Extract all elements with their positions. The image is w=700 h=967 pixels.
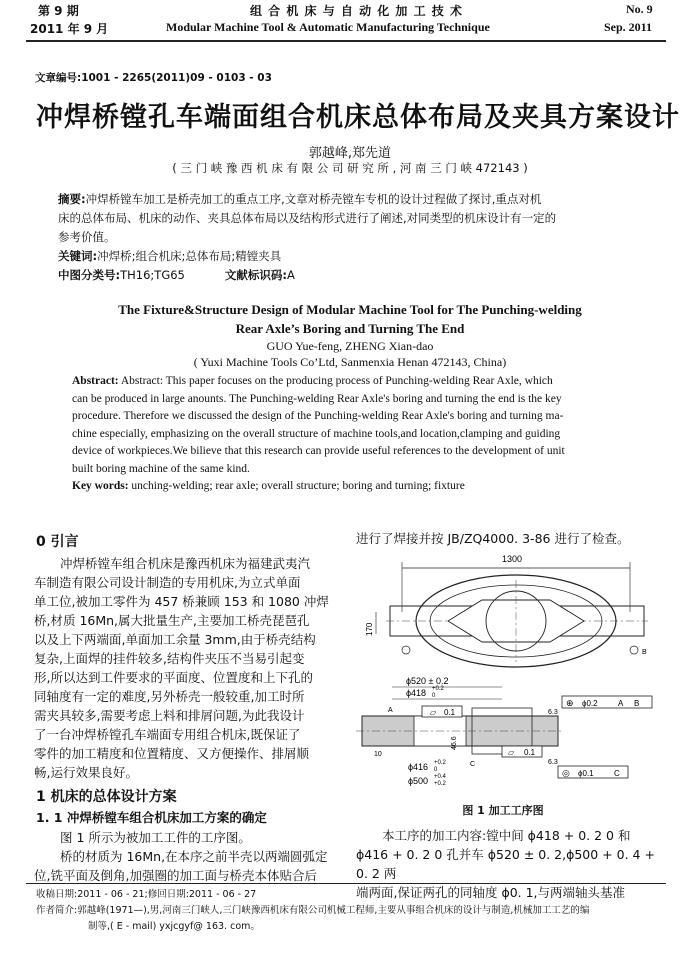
fcf-bottom-symbol: ◎ [562,768,570,778]
section-0-line: 桥,材质 16Mn,属大批量生产,主要加工桥壳琵琶孔 [34,613,310,628]
footer-received: 收稿日期:2011 - 06 - 21;修回日期:2011 - 06 - 27 [36,889,257,900]
keywords-en-text: unching-welding; rear axle; overall structure; boring and turning; fixture [128,480,465,492]
section-0-body [34,554,346,782]
header-journal-cn: 组 合 机 床 与 自 动 化 加 工 技 术 [250,4,463,18]
header-issue-en: No. 9 [626,2,653,16]
right-para-line: 本工序的加工内容:镗中间 ϕ418 + 0. 2 0 和 [382,828,631,843]
article-number: 文章编号:1001 - 2265(2011)09 - 0103 - 03 [35,72,272,84]
title-en-line: The Fixture&Structure Design of Modular Machine Tool for The Punching-welding [118,302,582,317]
doc-code-text: A [286,268,295,282]
section-0-line: 了一台冲焊桥镗孔车端面专用组合机床,既保证了 [34,727,301,742]
dim-416-tol2: 0 [434,767,438,773]
authors-cn: 郭越峰,郑先道 [308,146,392,161]
section-0-line: 需夹具较多,需要考虑上料和排屑问题,为此我设计 [34,708,305,723]
abstract-en-line: can be produced in large anounts. The Punching-welding Rear Axle's boring and turning the end is the key [72,392,562,405]
section-0-line: 同轴度有一定的难度,另外桥壳一般较重,加工时所 [34,689,305,704]
flatness-val-bottom: 0.1 [524,748,536,757]
dim-500-tol2: +0.2 [434,781,446,787]
dim-416: ϕ416 [408,762,429,772]
keywords-cn-text: 冲焊桥;组合机床;总体布局;精镗夹具 [97,249,282,263]
affiliation-cn: ( 三 门 峡 豫 西 机 床 有 限 公 司 研 究 所 , 河 南 三 门 峡 472143 ) [172,161,528,175]
right-para-line: 端两面,保证两孔的同轴度 ϕ0. 1,与两端轴头基准 [356,885,626,900]
abstract-en-label: Abstract: [72,375,119,387]
dim-46: 46.6 [451,736,458,750]
clc-label: 中图分类号: [58,268,121,282]
right-column-paragraph [356,826,668,902]
abstract-cn [58,190,648,285]
dim-418-tol: +0.2 [432,686,444,692]
header-issue-cn: 第 9 期 [38,4,79,18]
figure-1-caption: 图 1 加工工序图 [462,804,544,817]
keywords-en-label: Key words: [72,480,129,492]
dim-500: ϕ500 [408,776,429,786]
section-0-line: 以及上下两端面,单面加工余量 3mm,由于桥壳结构 [34,632,316,647]
fcf-top-value: ϕ0.2 [582,699,598,708]
section-1-1-line: 图 1 所示为被加工工件的工序图。 [60,830,251,845]
fcf-bottom-value: ϕ0.1 [578,769,594,778]
header-journal-en: Modular Machine Tool & Automatic Manufacturing Technique [166,20,490,34]
doc-code-label: 文献标识码: [224,268,287,282]
keywords-cn-label: 关键词: [58,249,98,263]
flatness-val-top: 0.1 [444,708,456,717]
section-0-line: 零件的加工精度和位置精度、又方便操作、排屑顺 [34,746,310,761]
section-1-1-line: 桥的材质为 16Mn,在本序之前半壳以两端圆弧定 [60,849,328,864]
title-cn: 冲焊桥镗孔车端面组合机床总体布局及夹具方案设计 [36,102,680,133]
section-1-heading: 1 机床的总体设计方案 [36,789,177,805]
fcf-bottom-c: C [614,769,620,778]
flatness-sym-bottom: ▱ [508,748,515,757]
section-0-line: 畅,运行效果良好。 [34,765,138,780]
authors-en: GUO Yue-feng, ZHENG Xian-dao [266,339,434,353]
header-rule [26,40,666,42]
abstract-cn-line: 参考价值。 [58,230,116,244]
title-en [0,300,700,338]
section-0-line: 车制造有限公司设计制造的专用机床,为立式单面 [34,575,301,590]
abstract-en-line: built boring machine of the same kind. [72,462,250,475]
datum-b-label: B [642,649,647,656]
abstract-en-line: procedure. Therefore we discussed the design of the Punching-welding Rear Axle's boring and turning ma- [72,410,564,422]
section-1-1-body [34,828,346,885]
abstract-cn-label: 摘要: [58,192,86,206]
datum-circle-right [630,646,638,654]
abstract-en-line: Abstract: This paper focuses on the producing process of Punching-welding Rear Axle, which [118,375,553,387]
dim-418: ϕ418 [406,688,427,698]
ra-top: 6.3 [548,709,558,716]
figure-1-drawing [352,550,664,790]
abstract-cn-line: 冲焊桥镗车加工是桥壳加工的重点工序,文章对桥壳镗车专机的设计过程做了探讨,重点对机 [85,192,542,206]
section-1-1-line: 位,铣平面及倒角,加强圈的加工面与桥壳本体贴合后 [34,868,317,883]
section-0-heading: 0 引言 [36,534,79,550]
header-date-cn: 2011 年 9 月 [30,22,109,36]
section-0-line: 复杂,上面焊的挂件较多,结构件夹压不当易引起变 [34,651,305,666]
datum-c-label: C [470,761,476,768]
dim-520: ϕ520 ± 0.2 [406,676,449,686]
footer-author-intro-2: 制等,( E - mail) yxjcgyf@ 163. com。 [88,921,260,932]
dim-416-tol: +0.2 [434,760,446,766]
dim-500-tol: +0.4 [434,774,446,780]
affiliation-en: ( Yuxi Machine Tools Co’Ltd, Sanmenxia Henan 472143, China) [193,355,507,369]
datum-circle-left [402,646,410,654]
dim-1300: 1300 [501,554,523,564]
right-para-line: ϕ416 + 0. 2 0 孔并车 ϕ520 ± 0. 2,ϕ500 + 0. 4 + 0. 2 两 [356,847,655,881]
abstract-en-line: device of workpieces.We bilieve that this research can provide useful references to the development of unit [72,445,565,457]
section-1-1-heading: 1. 1 冲焊桥镗车组合机床加工方案的确定 [36,810,267,825]
dim-170: 170 [365,622,374,636]
header-date-en: Sep. 2011 [604,20,653,34]
fcf-top-symbol: ⊕ [566,698,574,708]
datum-a-label: A [388,707,393,714]
section-0-line: 冲焊桥镗车组合机床是豫西机床为福建武夷汽 [60,556,311,571]
clc-text: TH16;TG65 [120,268,185,282]
ra-bottom: 6.3 [548,759,558,766]
abstract-en [72,373,652,496]
abstract-cn-line: 床的总体布局、机床的动作、夹具总体布局以及结构形式进行了阐述,对同类型的机床设计有一定的 [58,211,557,225]
flatness-frame-top [422,706,462,717]
fcf-top-a: A [618,699,624,708]
dim-418-tol2: 0 [432,693,436,699]
title-en-line: Rear Axle’s Boring and Turning The End [235,321,465,336]
section-0-line: 单工位,被加工零件为 457 桥兼顾 153 和 1080 冲焊 [34,594,329,609]
right-top-line: 进行了焊接并按 JB/ZQ4000. 3-86 进行了检查。 [356,531,630,546]
figure-1 [352,550,664,790]
fcf-top-b: B [634,699,640,708]
dim-10: 10 [374,751,382,758]
abstract-en-line: chine especially, emphasizing on the overall structure of machine tools,and location,clamping and guiding [72,427,561,440]
footer-author-intro: 作者简介:郭越峰(1971—),男,河南三门峡人,三门峡豫西机床有限公司机械工程师,主要从事组合机床的设计与制造,机械加工工艺的编 [36,905,590,916]
footer-rule [26,883,666,884]
section-0-line: 形,所以达到工件要求的平面度、位置度和上下孔的 [34,670,313,685]
flatness-sym-top: ▱ [430,708,437,717]
